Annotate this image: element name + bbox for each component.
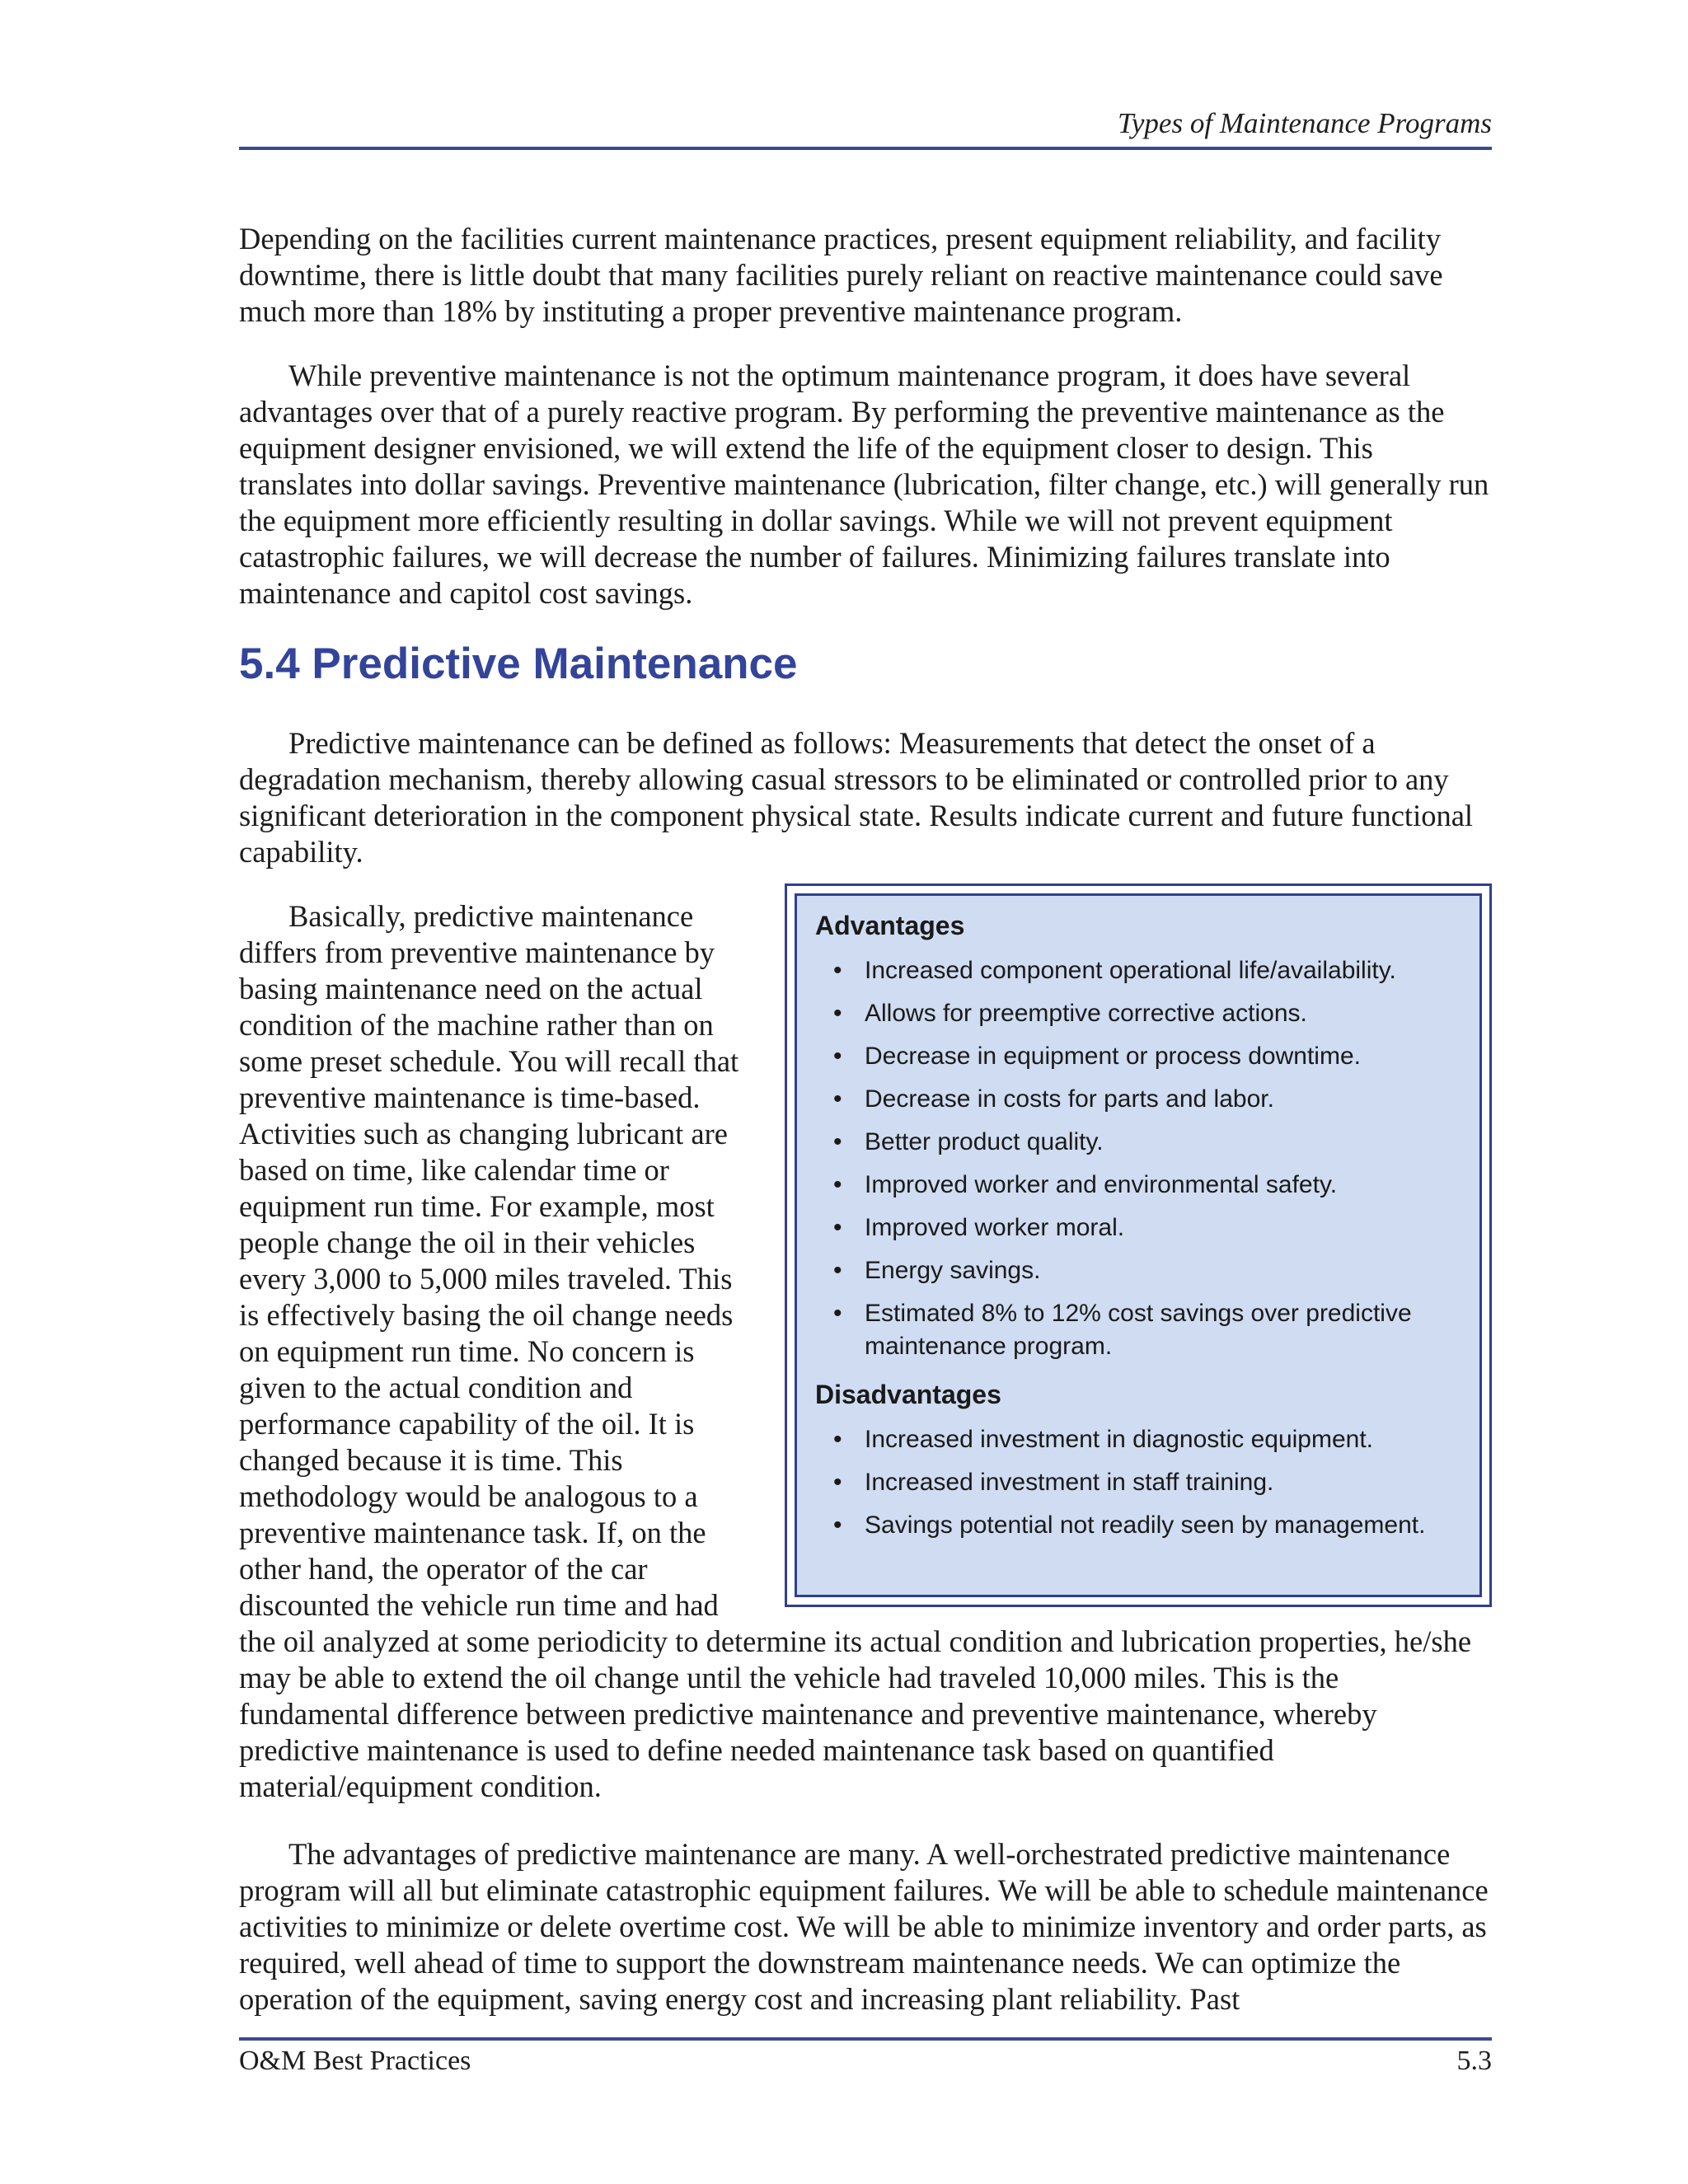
bullet-icon: • [833,1257,842,1284]
bullet-icon: • [833,1300,842,1327]
bullet-icon: • [833,1000,842,1027]
page [239,0,1492,2184]
running-head: Types of Maintenance Programs [1118,107,1492,139]
list-item: • Increased component operational life/availability. [815,954,1461,987]
bullet-icon: • [833,1171,842,1198]
list-item: • Increased investment in staff training. [815,1466,1461,1499]
bullet-icon: • [833,1511,842,1539]
paragraph-predictive-vs-preventive: Basically, predictive maintenance differs from preventive maintenance by basing maintenance need on the actual condition of the machine rather than on some preset schedule. You will recall that preventive maintenance is time-based. Activities such as changing lubricant are based on time, like calendar time or equipment run time. For example, most people change the oil in their vehicles every 3,000 to 5,000 miles traveled. This is effectively basing the oil change needs on equipment run time. No concern is given to the actual condition and performance capability of the oil. It is changed because it is time. This methodology would be analogous to a preventive maintenance task. If, on the other hand, the operator of the car discounted the vehicle run time and had the oil analyzed at some periodicity to determine its actual condition and lubrication properties, he/she may be able to extend the oil change until the vehicle had traveled 10,000 miles. This is the fundamental difference between predictive maintenance and preventive maintenance, whereby predictive maintenance is used to define needed maintenance task based on quantified material/equipment condition. [239,899,1472,1803]
disadvantages-list [815,1423,1461,1542]
advantages-disadvantages-box [785,883,1492,1607]
bullet-icon: • [833,1128,842,1155]
list-item: • Allows for preemptive corrective actions. [815,997,1461,1030]
list-item: • Decrease in costs for parts and labor. [815,1083,1461,1116]
disadvantages-heading: Disadvantages [815,1380,1001,1409]
list-item: • Increased investment in diagnostic equipment. [815,1423,1461,1456]
advantages-list [815,954,1461,1363]
paragraph-predictive-definition: Predictive maintenance can be defined as follows: Measurements that detect the onset of a degradation mechanism, thereby allowing casual stressors to be eliminated or controlled prior to any significant deterioration in the component physical state. Results indicate current and future functional capability. [239,726,1474,869]
footer-rule [239,2037,1492,2041]
list-item: • Improved worker and environmental safety. [815,1169,1461,1202]
footer-title: O&M Best Practices [239,2046,471,2076]
paragraph-reactive-savings: Depending on the facilities current maintenance practices, present equipment reliability, and facility downtime, there is little doubt that many facilities purely reliant on reactive maintenance could save much more than 18% by instituting a proper preventive maintenance program. [239,222,1443,328]
list-item: • Better product quality. [815,1126,1461,1159]
wrapped-content [239,898,1492,2049]
bullet-icon: • [833,1426,842,1453]
paragraph-predictive-advantages: The advantages of predictive maintenance are many. A well-orchestrated predictive maintenance program will all but eliminate catastrophic equipment failures. We will be able to schedule maintenance activities to minimize or delete overtime cost. We will be able to minimize inventory and order parts, as required, well ahead of time to support the downstream maintenance needs. We can optimize the operation of the equipment, saving energy cost and increasing plant reliability. Past [239,1837,1489,2016]
bullet-icon: • [833,957,842,984]
list-item: • Estimated 8% to 12% cost savings over predictive maintenance program. [815,1297,1461,1363]
list-item: • Decrease in equipment or process downtime. [815,1040,1461,1073]
bullet-icon: • [833,1085,842,1113]
section-heading: 5.4 Predictive Maintenance [239,640,798,688]
bullet-icon: • [833,1043,842,1070]
list-item: • Improved worker moral. [815,1212,1461,1244]
list-item: • Energy savings. [815,1254,1461,1287]
header-rule [239,147,1492,150]
page-number: 5.3 [1456,2046,1492,2076]
paragraph-preventive-advantages: While preventive maintenance is not the optimum maintenance program, it does have several advantages over that of a purely reactive program. By performing the preventive maintenance as the equipment designer envisioned, we will extend the life of the equipment closer to design. This translates into dollar savings. Preventive maintenance (lubrication, filter change, etc.) will generally run the equipment more efficiently resulting in dollar savings. While we will not prevent equipment catastrophic failures, we will decrease the number of failures. Minimizing failures translate into maintenance and capitol cost savings. [239,359,1489,610]
list-item: • Savings potential not readily seen by management. [815,1509,1461,1542]
advantages-heading: Advantages [815,911,965,940]
bullet-icon: • [833,1469,842,1496]
advantages-disadvantages-inner [795,893,1482,1597]
bullet-icon: • [833,1214,842,1241]
